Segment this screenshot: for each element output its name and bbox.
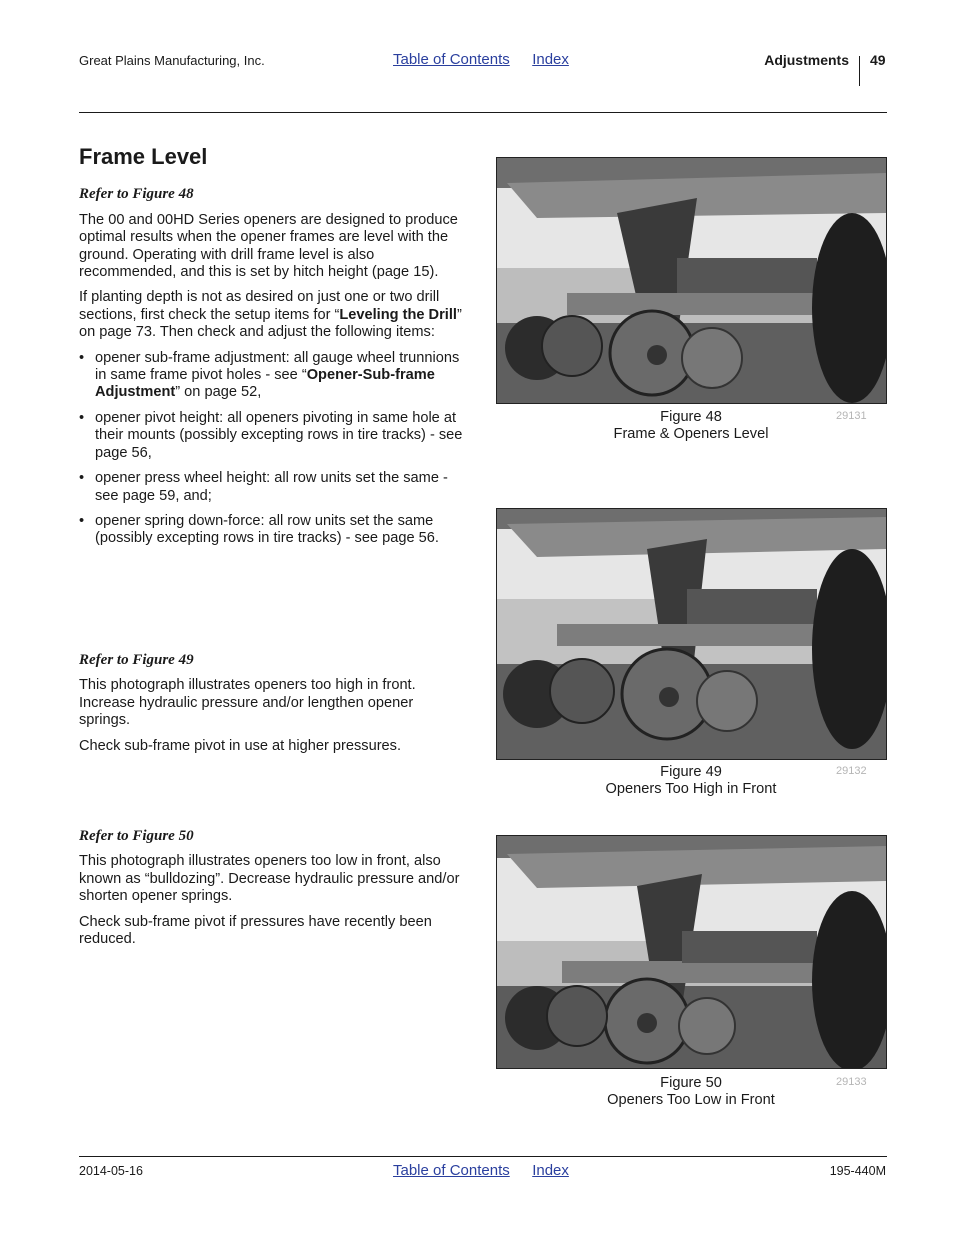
adjustment-list xyxy=(79,350,467,548)
paragraph-openers-design: The 00 and 00HD Series openers are designed to produce optimal results when the opener frames are level with the ground. Operating with drill frame level is also recommended, and this is set by hitch height (page 15). xyxy=(79,211,458,281)
opener-subframe-reference: Opener-Sub-frame Adjustment xyxy=(95,367,435,401)
section-title: Frame Level xyxy=(79,144,208,169)
footer-index-link[interactable]: Index xyxy=(532,1162,569,1179)
list-item: • opener spring down-force: all row units set the same (possibly excepting rows in tire tracks) - see page 56. xyxy=(79,512,439,547)
header-nav xyxy=(393,51,569,69)
leveling-drill-reference: Leveling the Drill xyxy=(339,306,457,323)
paragraph-planting-depth: If planting depth is not as desired on just one or two drill sections, first check the setup items for “Leveling the Drill” on page 73. Then check and adjust the following items: xyxy=(79,289,462,341)
refer-figure-49: Refer to Figure 49 xyxy=(79,652,194,668)
figure-48-title: Frame & Openers Level xyxy=(613,426,769,443)
list-item: • opener press wheel height: all row units set the same - see page 59, and; xyxy=(79,470,448,504)
paragraph-too-low: This photograph illustrates openers too low in front, also known as “bulldozing”. Decrease hydraulic pressure and/or shorten opener springs. xyxy=(79,853,460,905)
figure-48-number: 29131 xyxy=(836,410,867,422)
figure-50-number: 29133 xyxy=(836,1076,867,1088)
refer-figure-48: Refer to Figure 48 xyxy=(79,186,194,203)
figure-50-caption xyxy=(496,1075,886,1110)
figure-50-photo xyxy=(496,835,887,1069)
company-name: Great Plains Manufacturing, Inc. xyxy=(79,53,265,68)
paragraph-check-pivot-low: Check sub-frame pivot if pressures have recently been reduced. xyxy=(79,913,432,948)
header-divider xyxy=(859,56,860,86)
header-toc-link[interactable]: Table of Contents xyxy=(393,51,510,68)
figure-49-number: 29132 xyxy=(836,765,867,777)
paragraph-check-pivot-high: Check sub-frame pivot in use at higher pressures. xyxy=(79,737,402,754)
document-number: 195-440M xyxy=(829,1164,886,1178)
footer-toc-link[interactable]: Table of Contents xyxy=(393,1162,510,1179)
figure-49-label: Figure 49 xyxy=(660,764,722,780)
header-rule xyxy=(79,112,887,113)
figure-49-photo xyxy=(496,508,887,760)
section-name: Adjustments xyxy=(764,52,849,68)
publication-date: 2014-05-16 xyxy=(79,1164,143,1178)
refer-figure-50: Refer to Figure 50 xyxy=(79,828,194,844)
too-high-block xyxy=(79,652,467,763)
frame-level-block xyxy=(79,144,467,556)
figure-48-caption xyxy=(496,409,886,444)
paragraph-too-high: This photograph illustrates openers too high in front. Increase hydraulic pressure and/or lengthen opener springs. xyxy=(79,677,416,729)
list-item: • opener pivot height: all openers pivoting in same hole at their mounts (possibly excepting rows in tire tracks) - see page 56, xyxy=(79,409,463,461)
figure-48-label: Figure 48 xyxy=(660,409,722,425)
figure-50-title: Openers Too Low in Front xyxy=(607,1092,775,1109)
figure-49-caption xyxy=(496,764,886,799)
footer-nav xyxy=(393,1162,569,1180)
list-item: • opener sub-frame adjustment: all gauge wheel trunnions in same frame pivot holes - see “Opener-Sub-frame Adjustment” on page 52, xyxy=(79,349,460,401)
too-low-block xyxy=(79,828,467,956)
figure-49-title: Openers Too High in Front xyxy=(605,781,777,798)
figure-48-photo xyxy=(496,157,887,404)
header-index-link[interactable]: Index xyxy=(532,51,569,68)
page-number: 49 xyxy=(870,52,886,68)
figure-50-label: Figure 50 xyxy=(660,1075,722,1091)
footer-rule xyxy=(79,1156,887,1157)
